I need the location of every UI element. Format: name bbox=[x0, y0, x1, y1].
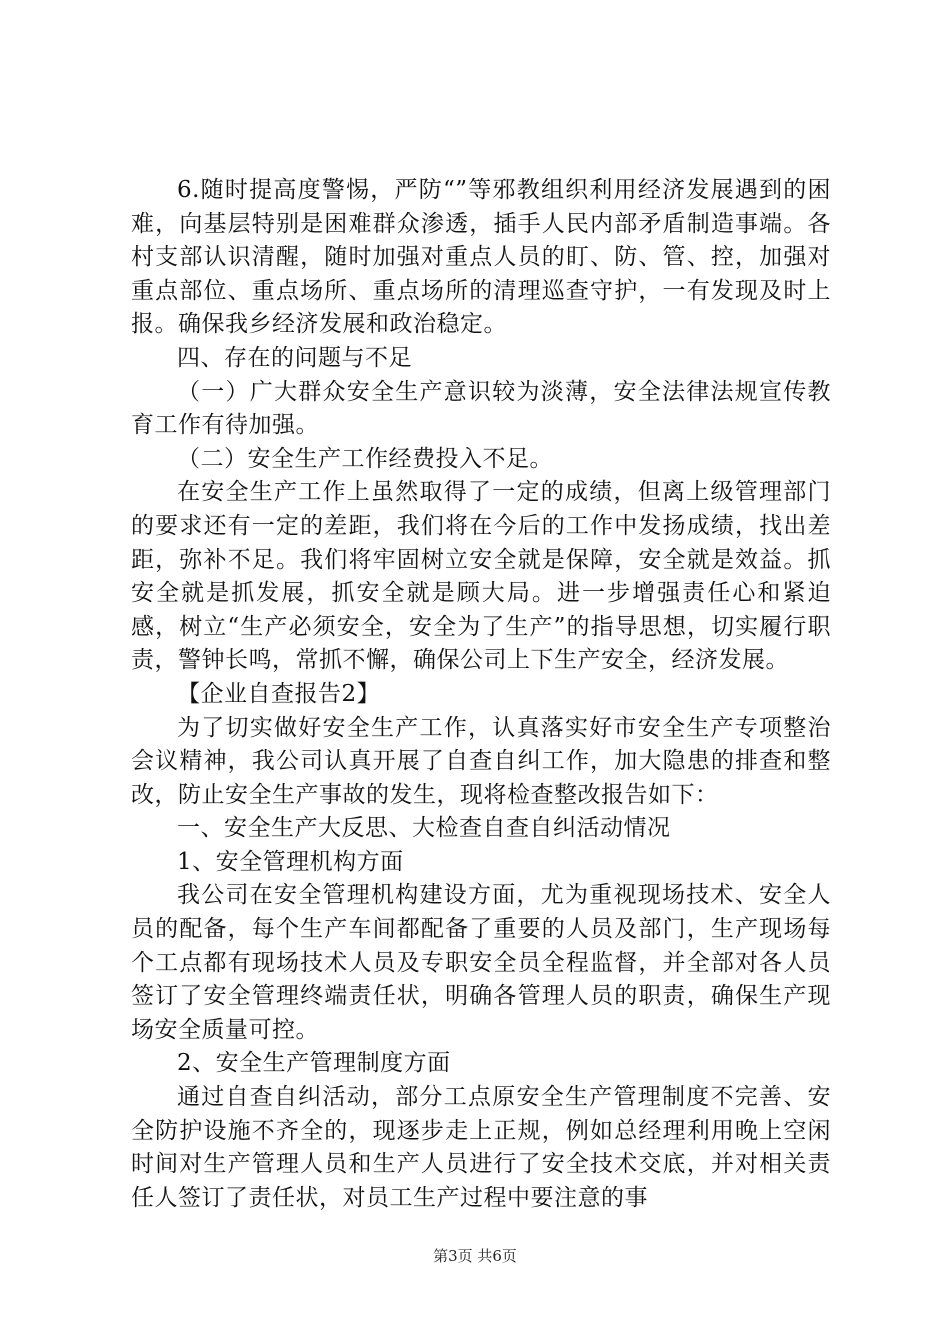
paragraph-problem-2: （二）安全生产工作经费投入不足。 bbox=[177, 445, 553, 472]
paragraph-management-org: 我公司在安全管理机构建设方面，尤为重视现场技术、安全人员的配备，每个生产车间都配备了重要的人员及部门，生产现场每个工点都有现场技术人员及专职安全员全程监督，并全部对各人员签订了安全管理终端责任状，明确各管理人员的职责，确保生产现场安全质量可控。 bbox=[131, 882, 831, 1043]
document-body bbox=[131, 174, 831, 1215]
paragraph-summary: 在安全生产工作上虽然取得了一定的成绩，但离上级管理部门的要求还有一定的差距，我们将在今后的工作中发扬成绩，找出差距，弥补不足。我们将牢固树立安全就是保障，安全就是效益。抓安全就是抓发展，抓安全就是顾大局。进一步增强责任心和紧迫感，树立“生产必须安全，安全为了生产”的指导思想，切实履行职责，警钟长鸣，常抓不懈，确保公司上下生产安全，经济发展。 bbox=[131, 479, 831, 674]
paragraph-vigilance: 6.随时提高度警惕，严防“”等邪教组织利用经济发展遇到的困难，向基层特别是困难群众渗透，插手人民内部矛盾制造事端。各村支部认识清醒，随时加强对重点人员的盯、防、管、控，加强对重点部位、重点场所、重点场所的清理巡查守护，一有发现及时上报。确保我乡经济发展和政治稳定。 bbox=[131, 177, 831, 338]
subheading-management-org: 1、安全管理机构方面 bbox=[177, 848, 404, 875]
paragraph-management-system: 通过自查自纠活动，部分工点原安全生产管理制度不完善、安全防护设施不齐全的，现逐步走上正规，例如总经理利用晚上空闲时间对生产管理人员和生产人员进行了安全技术交底，并对相关责任人签订了责任状，对员工生产过程中要注意的事 bbox=[131, 1084, 831, 1211]
page-number-footer: 第3页 共6页 bbox=[433, 1247, 517, 1265]
subheading-management-system: 2、安全生产管理制度方面 bbox=[177, 1050, 451, 1077]
report-title: 【企业自查报告2】 bbox=[177, 680, 381, 707]
section-heading-activities: 一、安全生产大反思、大检查自查自纠活动情况 bbox=[177, 815, 671, 842]
paragraph-report-intro: 为了切实做好安全生产工作，认真落实好市安全生产专项整治会议精神，我公司认真开展了自查自纠工作，加大隐患的排查和整改，防止安全生产事故的发生，现将检查整改报告如下： bbox=[131, 714, 831, 808]
paragraph-problem-1: （一）广大群众安全生产意识较为淡薄，安全法律法规宣传教育工作有待加强。 bbox=[131, 378, 831, 439]
section-heading-problems: 四、存在的问题与不足 bbox=[177, 344, 412, 371]
